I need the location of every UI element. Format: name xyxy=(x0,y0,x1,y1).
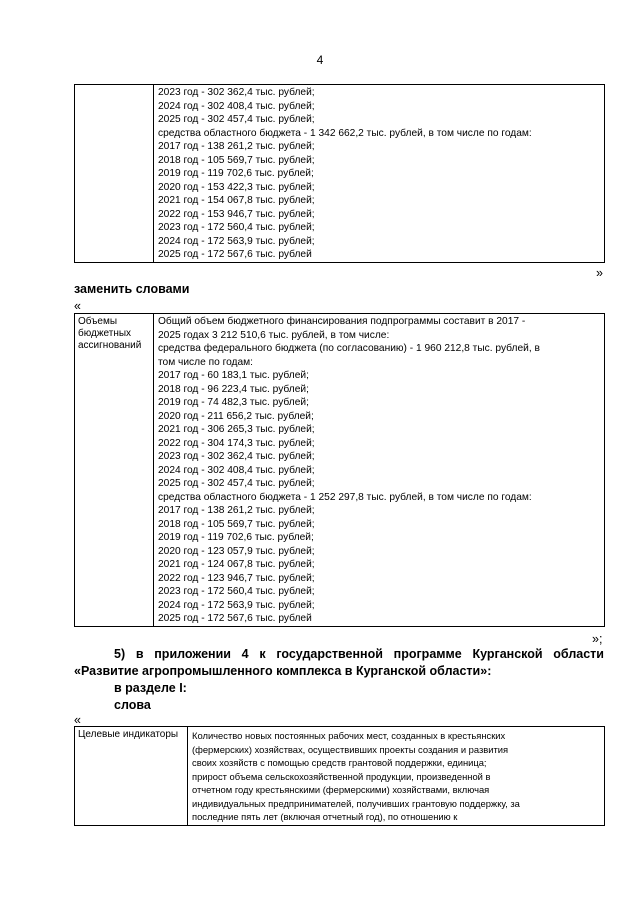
text-line: 2021 год - 306 265,3 тыс. рублей; xyxy=(158,424,315,435)
text-line: 2017 год - 138 261,2 тыс. рублей; xyxy=(158,505,315,516)
text-line: 2018 год - 96 223,4 тыс. рублей; xyxy=(158,383,309,395)
text-line: 2019 год - 119 702,6 тыс. рублей; xyxy=(158,532,314,543)
text-line: 2019 год - 74 482,3 тыс. рублей; xyxy=(158,397,309,408)
text-line: 2023 год - 172 560,4 тыс. рублей; xyxy=(158,586,315,597)
target-indicators-label: Целевые индикаторы xyxy=(75,727,188,826)
target-indicators-table xyxy=(74,726,605,826)
text-line: 2025 год - 172 567,6 тыс. рублей xyxy=(158,613,312,624)
text-line: 2023 год - 172 560,4 тыс. рублей; xyxy=(158,222,315,233)
budget-allocations-content xyxy=(154,314,605,627)
text-line: 2020 год - 153 422,3 тыс. рублей; xyxy=(158,181,315,193)
opening-quote-3: « xyxy=(74,713,81,727)
closing-quote-1: » xyxy=(596,266,603,280)
text-line: своих хозяйств с помощью средств грантовой поддержки, единица; xyxy=(192,757,487,768)
text-line: Количество новых постоянных рабочих мест, созданных в крестьянских xyxy=(192,730,506,741)
label-cell-empty xyxy=(75,85,154,263)
section-label: в разделе I: xyxy=(114,681,187,695)
text-line: (фермерских) хозяйствах, осуществивших проекты создания и развития xyxy=(192,743,509,755)
budget-table-continuation xyxy=(74,84,605,263)
text-line: 2025 годах 3 212 510,6 тыс. рублей, в том числе: xyxy=(158,329,390,341)
text-line: индивидуальных предпринимателей, получивших грантовую поддержку, за xyxy=(192,797,520,809)
target-indicators-content xyxy=(188,727,605,826)
text-line: 2023 год - 302 362,4 тыс. рублей; xyxy=(158,87,315,98)
closing-quote-2: »; xyxy=(592,632,603,646)
budget-allocations-table xyxy=(74,313,605,627)
text-line: средства областного бюджета - 1 342 662,2 тыс. рублей, в том числе по годам: xyxy=(158,127,532,139)
text-line: последние пять лет (включая отчетный год), по отношению к xyxy=(192,811,458,822)
text-line: 2021 год - 124 067,8 тыс. рублей; xyxy=(158,559,315,570)
text-line: 2017 год - 60 183,1 тыс. рублей; xyxy=(158,370,309,381)
opening-quote-2: « xyxy=(74,299,81,313)
text-line: 2025 год - 172 567,6 тыс. рублей xyxy=(158,249,312,260)
budget-allocations-label: Объемы бюджетных ассигнований xyxy=(75,314,154,627)
page-number: 4 xyxy=(316,53,324,67)
text-line: 2020 год - 123 057,9 тыс. рублей; xyxy=(158,545,315,557)
text-line: средства областного бюджета - 1 252 297,8 тыс. рублей, в том числе по годам: xyxy=(158,491,532,503)
text-line: 2022 год - 123 946,7 тыс. рублей; xyxy=(158,572,315,584)
content-cell xyxy=(154,85,605,263)
replace-instruction: заменить словами xyxy=(74,282,190,296)
text-line: Общий объем бюджетного финансирования подпрограммы составит в 2017 - xyxy=(158,316,526,327)
text-line: 2024 год - 172 563,9 тыс. рублей; xyxy=(158,599,315,611)
text-line: 2024 год - 302 408,4 тыс. рублей; xyxy=(158,100,315,112)
text-line: 2021 год - 154 067,8 тыс. рублей; xyxy=(158,195,315,206)
text-line: 2024 год - 172 563,9 тыс. рублей; xyxy=(158,235,315,247)
text-line: 2024 год - 302 408,4 тыс. рублей; xyxy=(158,464,315,476)
text-line: 2022 год - 304 174,3 тыс. рублей; xyxy=(158,437,315,449)
text-line: 2020 год - 211 656,2 тыс. рублей; xyxy=(158,410,314,422)
text-line: 2025 год - 302 457,4 тыс. рублей; xyxy=(158,478,315,489)
text-line: 2017 год - 138 261,2 тыс. рублей; xyxy=(158,141,315,152)
text-line: 2022 год - 153 946,7 тыс. рублей; xyxy=(158,208,315,220)
text-line: том числе по годам: xyxy=(158,356,253,368)
text-line: 2019 год - 119 702,6 тыс. рублей; xyxy=(158,168,314,179)
text-line: 2018 год - 105 569,7 тыс. рублей; xyxy=(158,518,315,530)
text-line: 2018 год - 105 569,7 тыс. рублей; xyxy=(158,154,315,166)
item-5-line-2: «Развитие агропромышленного комплекса в Курганской области»: xyxy=(74,664,492,678)
words-label: слова xyxy=(114,698,151,712)
text-line: прирост объема сельскохозяйственной продукции, произведенной в xyxy=(192,770,491,782)
text-line: 2023 год - 302 362,4 тыс. рублей; xyxy=(158,451,315,462)
text-line: отчетном году крестьянскими (фермерскими) хозяйствами, включая xyxy=(192,784,490,795)
item-5-line-1: 5) в приложении 4 к государственной программе Курганской области xyxy=(114,647,604,661)
text-line: 2025 год - 302 457,4 тыс. рублей; xyxy=(158,114,315,125)
text-line: средства федерального бюджета (по согласованию) - 1 960 212,8 тыс. рублей, в xyxy=(158,343,540,354)
